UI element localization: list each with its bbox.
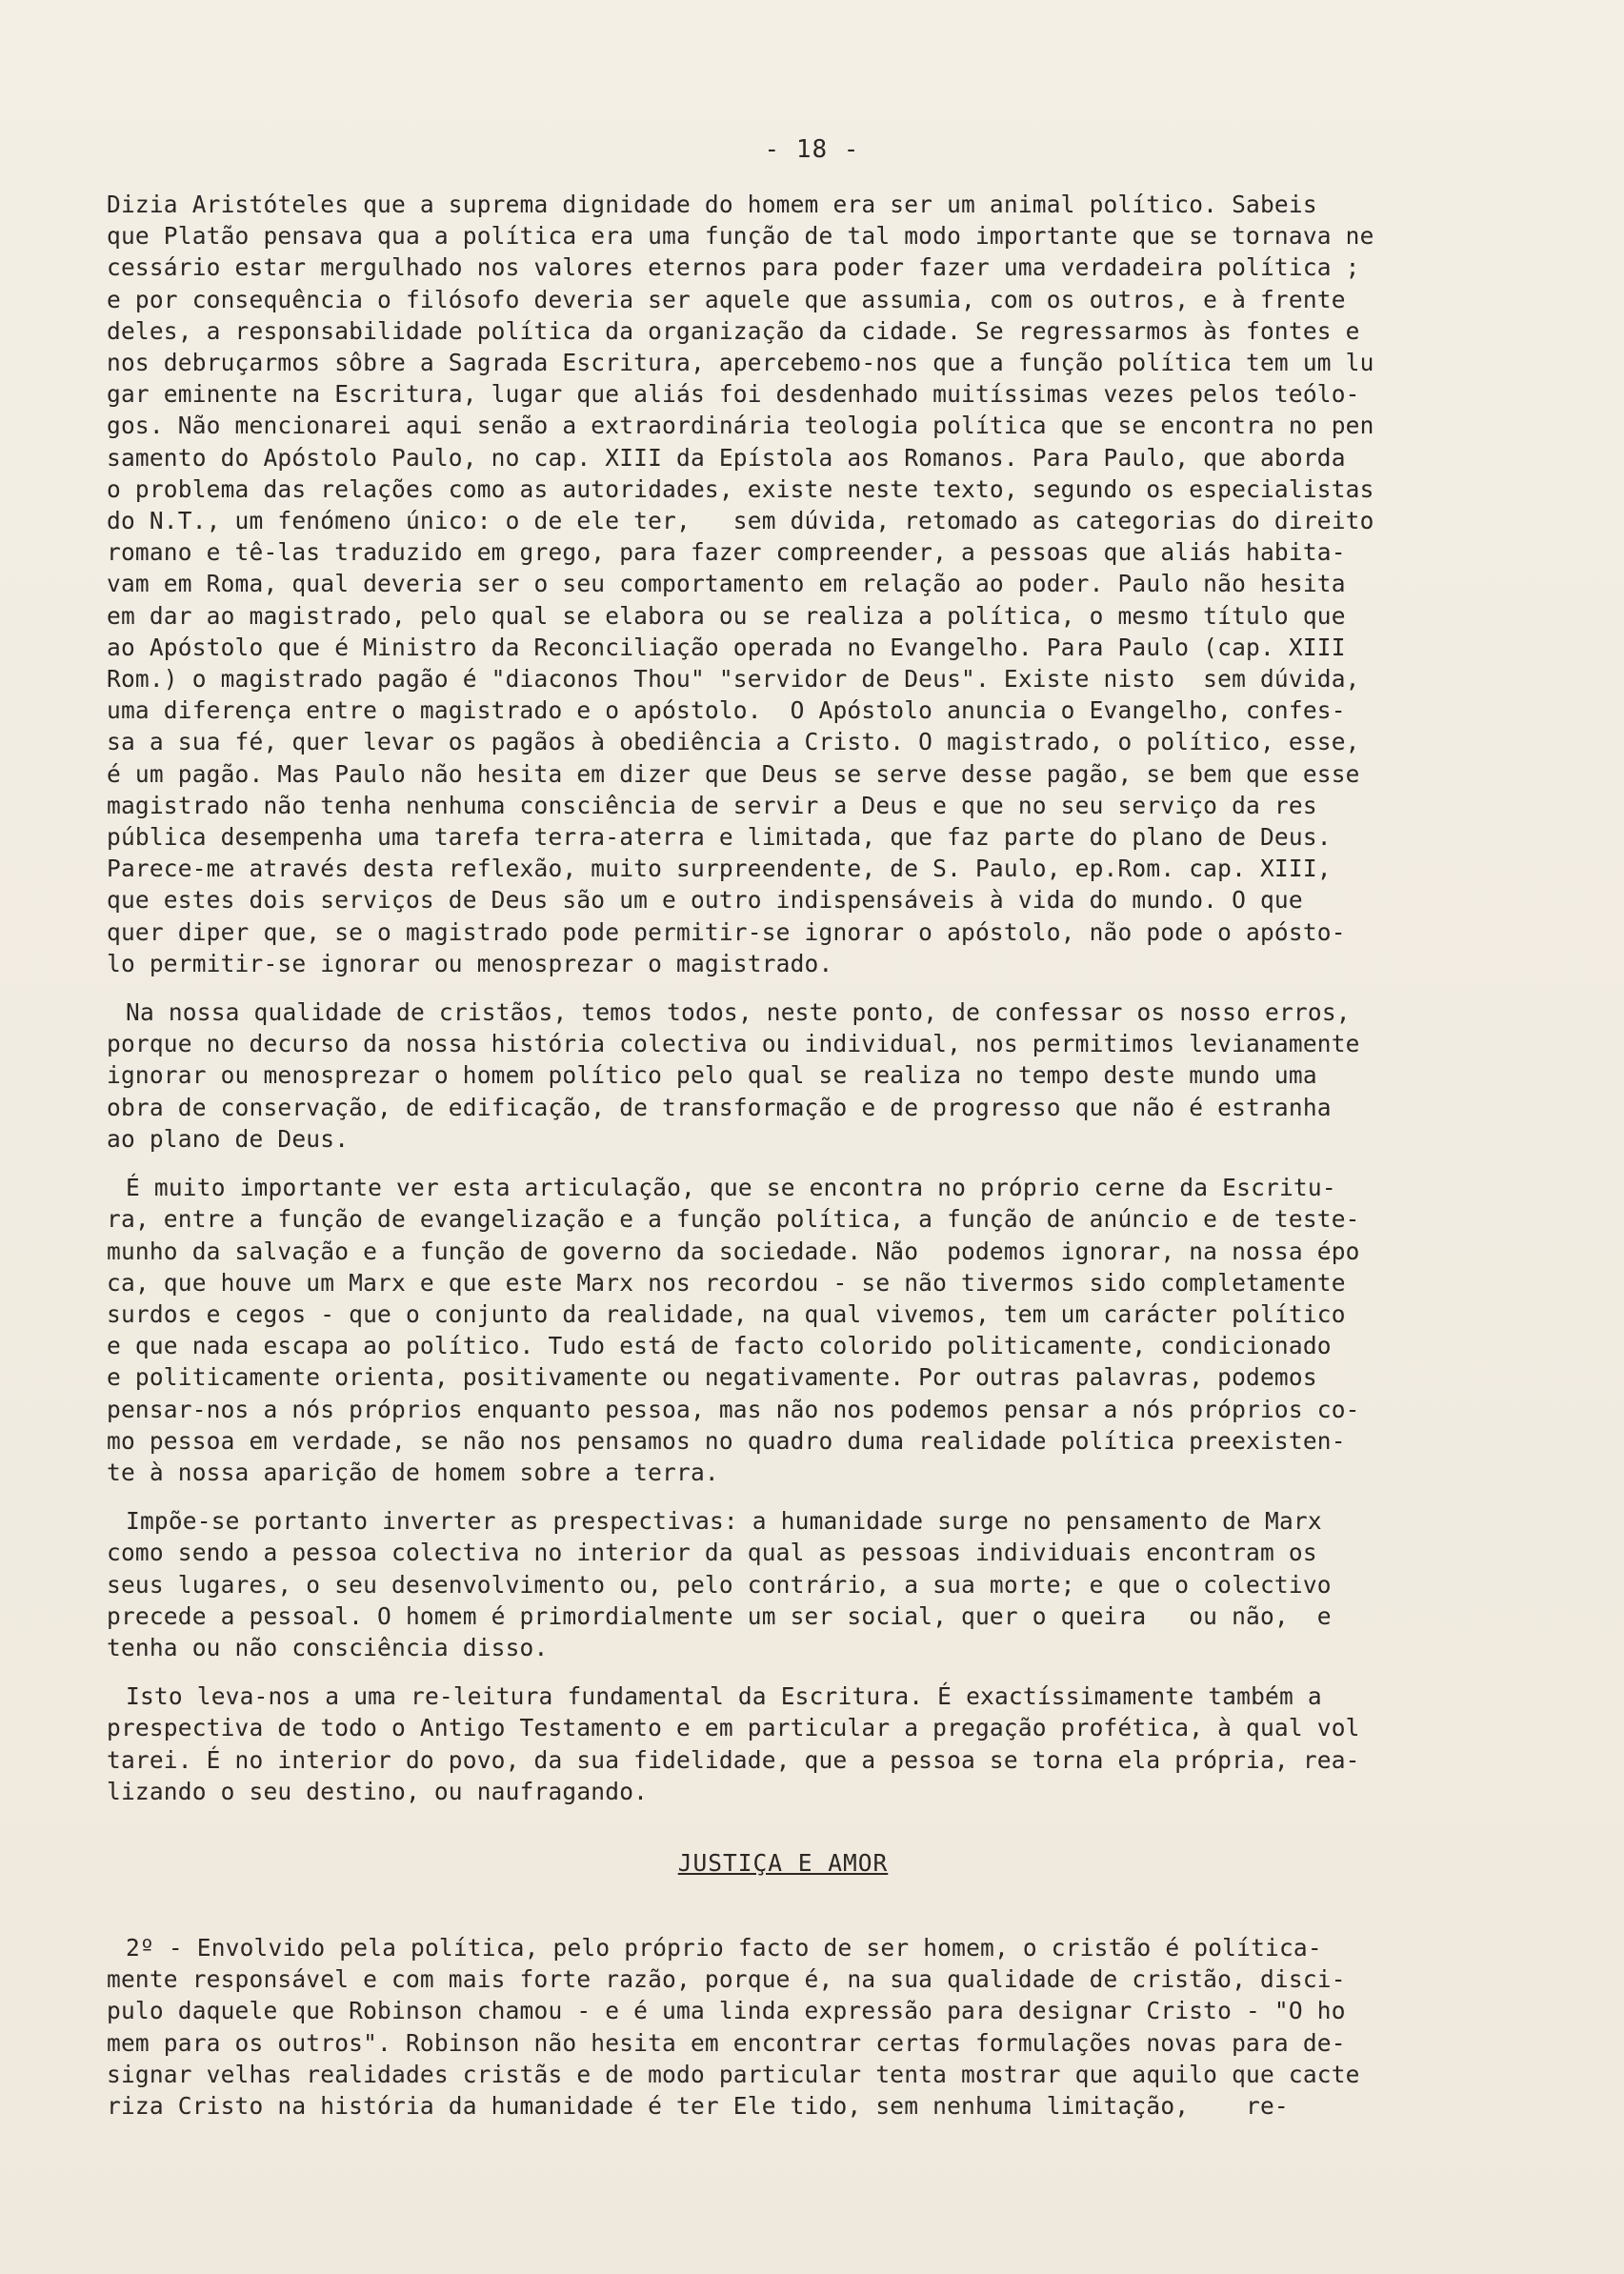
text-line: porque no decurso da nossa história colectiva ou individual, nos permitimos levianamente [107, 1030, 1360, 1058]
text-line: Dizia Aristóteles que a suprema dignidade do homem era ser um animal político. Sabeis [107, 191, 1317, 218]
text-line: quer diper que, se o magistrado pode permitir-se ignorar o apóstolo, não pode o apósto- [107, 917, 1346, 946]
text-line: Rom.) o magistrado pagão é "diaconos Thou" "servidor de Deus". Existe nisto sem dúvida, [107, 665, 1360, 694]
text-line: ignorar ou menosprezar o homem político pelo qual se realiza no tempo deste mundo uma [107, 1061, 1317, 1090]
section-heading: JUSTIÇA E AMOR [677, 1848, 889, 1877]
text-line: deles, a responsabilidade política da organização da cidade. Se regressarmos às fontes e [107, 316, 1360, 345]
text-line: e politicamente orienta, positivamente ou negativamente. Por outras palavras, podemos [107, 1363, 1317, 1392]
text-line: uma diferença entre o magistrado e o apóstolo. O Apóstolo anuncia o Evangelho, confes- [107, 696, 1346, 725]
text-line: magistrado não tenha nenhuma consciência de servir a Deus e que no seu serviço da res [107, 791, 1317, 819]
text-line: Na nossa qualidade de cristãos, temos todos, neste ponto, de confessar os nosso erros, [126, 998, 1351, 1027]
text-line: samento do Apóstolo Paulo, no cap. XIII da Epístola aos Romanos. Para Paulo, que aborda [107, 443, 1346, 472]
text-line: lo permitir-se ignorar ou menosprezar o magistrado. [107, 949, 833, 977]
text-line: mo pessoa em verdade, se não nos pensamos no quadro duma realidade política preexisten- [107, 1426, 1346, 1455]
text-line: em dar ao magistrado, pelo qual se elabora ou se realiza a política, o mesmo título que [107, 601, 1346, 630]
paragraph [107, 1680, 1459, 1807]
text-line: munho da salvação e a função de governo da sociedade. Não podemos ignorar, na nossa épo [107, 1237, 1360, 1265]
paragraph [107, 1932, 1459, 2122]
text-line: seus lugares, o seu desenvolvimento ou, pelo contrário, a sua morte; e que o colectivo [107, 1570, 1332, 1599]
text-line: e que nada escapa ao político. Tudo está de facto colorido politicamente, condicionado [107, 1332, 1332, 1360]
text-line: É muito importante ver esta articulação, que se encontra no próprio cerne da Escritu- [126, 1174, 1336, 1202]
text-line: cessário estar mergulhado nos valores eternos para poder fazer uma verdadeira política ; [107, 253, 1360, 282]
text-line: Isto leva-nos a uma re-leitura fundamental da Escritura. É exactíssimamente também a [126, 1682, 1322, 1711]
text-line: do N.T., um fenómeno único: o de ele ter, sem dúvida, retomado as categorias do direito [107, 507, 1374, 535]
text-line: pensar-nos a nós próprios enquanto pessoa, mas não nos podemos pensar a nós próprios co- [107, 1395, 1360, 1423]
text-line: o problema das relações como as autoridades, existe neste texto, segundo os especialistas [107, 474, 1374, 503]
text-line: é um pagão. Mas Paulo não hesita em dizer que Deus se serve desse pagão, se bem que esse [107, 759, 1360, 788]
paragraph [107, 189, 1459, 979]
text-line: surdos e cegos - que o conjunto da realidade, na qual vivemos, tem um carácter político [107, 1299, 1346, 1328]
text-line: ao Apóstolo que é Ministro da Reconciliação operada no Evangelho. Para Paulo (cap. XIII [107, 633, 1346, 661]
text-line: que estes dois serviços de Deus são um e outro indispensáveis à vida do mundo. O que [107, 886, 1303, 915]
text-line: tenha ou não consciência disso. [107, 1633, 549, 1661]
text-line: sa a sua fé, quer levar os pagãos à obediência a Cristo. O magistrado, o político, esse, [107, 728, 1360, 756]
text-line: pública desempenha uma tarefa terra-aterra e limitada, que faz parte do plano de Deus. [107, 823, 1332, 852]
text-line: 2º - Envolvido pela política, pelo próprio facto de ser homem, o cristão é política- [126, 1933, 1322, 1962]
text-line: e por consequência o filósofo deveria ser aquele que assumia, com os outros, e à frente [107, 285, 1346, 313]
text-line: ca, que houve um Marx e que este Marx nos recordou - se não tivermos sido completamente [107, 1268, 1346, 1297]
text-line: Impõe-se portanto inverter as prespectivas: a humanidade surge no pensamento de Marx [126, 1507, 1322, 1536]
text-line: prespectiva de todo o Antigo Testamento e em particular a pregação profética, à qual vol [107, 1714, 1360, 1742]
text-line: mem para os outros". Robinson não hesita em encontrar certas formulações novas para de- [107, 2028, 1346, 2057]
text-line: tarei. É no interior do povo, da sua fidelidade, que a pessoa se torna ela própria, rea- [107, 1745, 1360, 1774]
page-number: - 18 - [764, 135, 860, 164]
text-line: obra de conservação, de edificação, de transformação e de progresso que não é estranha [107, 1093, 1332, 1121]
paragraph [107, 1172, 1459, 1488]
text-line: Parece-me através desta reflexão, muito surpreendente, de S. Paulo, ep.Rom. cap. XIII, [107, 855, 1332, 883]
paragraph [107, 996, 1459, 1155]
text-line: mente responsável e com mais forte razão, porque é, na sua qualidade de cristão, disci- [107, 1965, 1346, 1994]
text-line: ra, entre a função de evangelização e a função política, a função de anúncio e de teste- [107, 1205, 1360, 1234]
text-line: que Platão pensava qua a política era uma função de tal modo importante que se tornava ne [107, 222, 1374, 251]
text-line: como sendo a pessoa colectiva no interior da qual as pessoas individuais encontram os [107, 1539, 1317, 1567]
text-line: precede a pessoal. O homem é primordialmente um ser social, quer o queira ou não, e [107, 1601, 1332, 1630]
text-line: riza Cristo na história da humanidade é ter Ele tido, sem nenhuma limitação, re- [107, 2091, 1289, 2120]
text-line: vam em Roma, qual deveria ser o seu comportamento em relação ao poder. Paulo não hesita [107, 570, 1346, 598]
paragraph [107, 1505, 1459, 1663]
text-line: gos. Não mencionarei aqui senão a extraordinária teologia política que se encontra no pen [107, 412, 1374, 440]
text-line: te à nossa aparição de homem sobre a terra. [107, 1458, 719, 1486]
text-line: signar velhas realidades cristãs e de modo particular tenta mostrar que aquilo que cacte [107, 2060, 1360, 2088]
text-line: pulo daquele que Robinson chamou - e é uma linda expressão para designar Cristo - "O ho [107, 1997, 1346, 2025]
text-line: lizando o seu destino, ou naufragando. [107, 1777, 649, 1805]
text-line: ao plano de Deus. [107, 1124, 350, 1153]
text-line: romano e tê-las traduzido em grego, para fazer compreender, a pessoas que aliás habita- [107, 538, 1346, 567]
document-body [107, 189, 1459, 2122]
text-line: nos debruçarmos sôbre a Sagrada Escritura, apercebemo-nos que a função política tem um lu [107, 349, 1374, 377]
text-line: gar eminente na Escritura, lugar que aliás foi desdenhado muitíssimas vezes pelos teólo- [107, 380, 1360, 409]
